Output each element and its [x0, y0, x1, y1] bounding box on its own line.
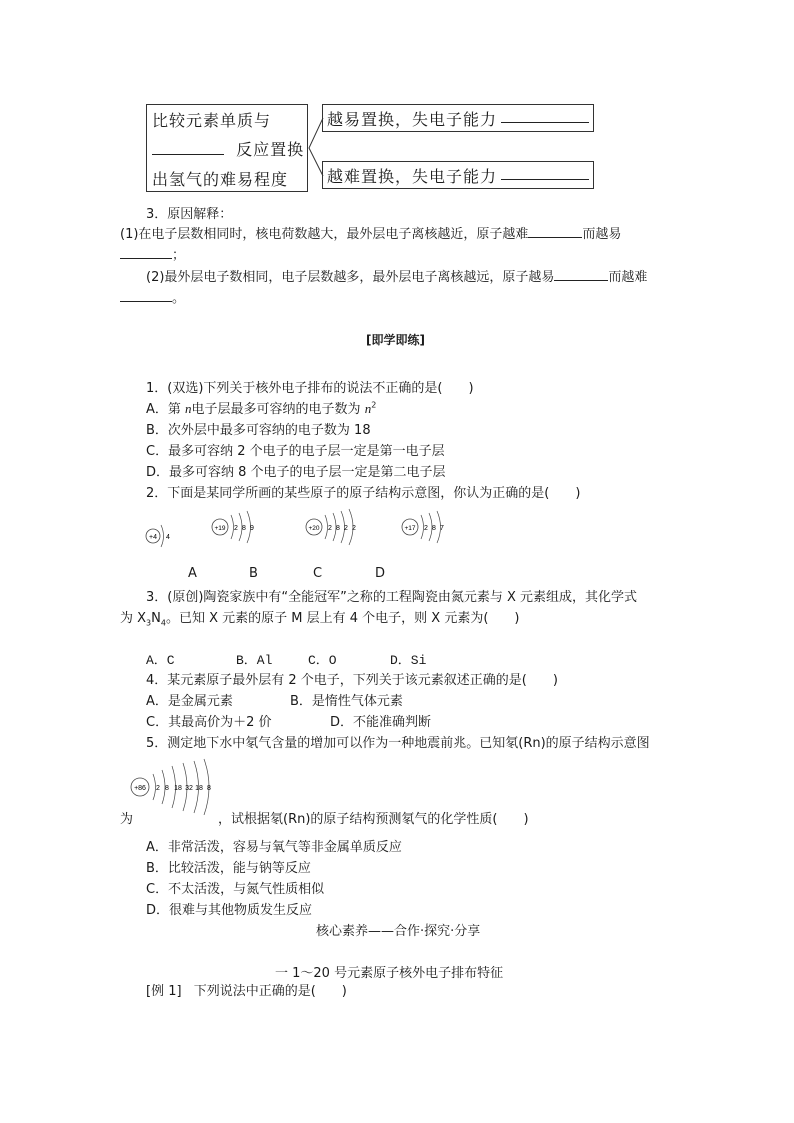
compare-upper-blank[interactable]	[501, 110, 589, 123]
reason-title: 3．原因解释：	[146, 207, 233, 222]
diagram-c-shell-4-count: 2	[352, 525, 356, 532]
q3-stem-line1: 3．(原创)陶瓷家族中有“全能冠军”之称的工程陶瓷由氮元素与 X 元素组成，其化学式	[146, 590, 638, 605]
example-text: 下列说法中正确的是( )	[193, 984, 347, 999]
q5-pre: 为	[120, 812, 134, 827]
rn-shell-4-count: 32	[185, 785, 193, 792]
q1-option-d: D．最多可容纳 8 个电子的电子层一定是第二电子层	[146, 465, 446, 480]
reason-p1-line1	[120, 223, 621, 242]
q3-option-b: B．Al	[236, 653, 273, 668]
q1-a-n: n	[185, 401, 192, 416]
q5-option-a: A．非常活泼，容易与氧气等非金属单质反应	[146, 840, 402, 855]
q1-option-b: B．次外层中最多可容纳的电子数为 18	[146, 423, 371, 438]
diagram-d	[402, 511, 444, 543]
reason-p2-blank2[interactable]	[120, 289, 172, 302]
q3-sub2: 4	[160, 618, 166, 628]
diagram-d-shell-1-count: 2	[424, 525, 428, 532]
q2-label-a: A	[188, 566, 197, 581]
q5-option-d: D．很难与其他物质发生反应	[146, 903, 313, 918]
diagram-c-shell-2-count: 8	[336, 525, 340, 532]
diagram-a	[146, 525, 170, 547]
example-label: [例 1]	[146, 984, 182, 999]
rn-shell-3-count: 18	[174, 785, 182, 792]
rn-nucleus-label: +86	[134, 785, 146, 792]
compare-line2-wrap	[152, 137, 304, 160]
brace-line	[309, 118, 323, 176]
reason-p2-mid: 而越难	[608, 270, 648, 285]
q4-stem: 4．某元素原子最外层有 2 个电子，下列关于该元素叙述正确的是( )	[146, 673, 558, 688]
q3-stem-line2	[120, 607, 519, 628]
q2-stem: 2．下面是某同学所画的某些原子的原子结构示意图，你认为正确的是( )	[146, 486, 581, 501]
q1-a-exp-base: n	[364, 401, 372, 416]
q2-label-d: D	[375, 566, 386, 581]
reason-p2-text: (2)最外层电子数相同，电子层数越多，最外层电子离核越远，原子越易	[146, 270, 555, 285]
diagram-c-nucleus-label: +20	[308, 525, 320, 532]
reason-p1-end: ；	[172, 248, 186, 263]
rn-shell-1-count: 2	[156, 785, 160, 792]
q1-option-c: C．最多可容纳 2 个电子的电子层一定是第一电子层	[146, 444, 445, 459]
diagram-b-nucleus-label: +19	[214, 525, 226, 532]
q3-option-c: C．O	[308, 653, 337, 668]
compare-lower-blank[interactable]	[501, 167, 589, 180]
q4-option-c: C．其最高价为＋2 价	[146, 715, 272, 730]
diagram-a-shell-1-count: 4	[166, 534, 170, 541]
reason-p1-blank1[interactable]	[528, 225, 582, 238]
q2-diagrams	[140, 505, 640, 565]
rn-shell-6-count: 8	[207, 785, 211, 792]
diagram-b-shell-3-count: 9	[250, 525, 254, 532]
q5-post: ，试根据氡(Rn)的原子结构预测氡气的化学性质( )	[218, 812, 529, 827]
compare-line1: 比较元素单质与	[152, 111, 272, 130]
q5-option-c: C．不太活泼，与氮气性质相似	[146, 882, 325, 897]
q3-option-d: D．Si	[390, 653, 427, 668]
q2-label-b: B	[249, 566, 258, 581]
rn-shell-5-count: 18	[195, 785, 203, 792]
reason-p1-mid: 而越易	[582, 227, 622, 242]
reason-p1-line2	[120, 244, 185, 263]
q5-stem-line1: 5．测定地下水中氡气含量的增加可以作为一种地震前兆。已知氡(Rn)的原子结构示意图	[146, 736, 650, 751]
compare-blank[interactable]	[152, 142, 224, 155]
reason-p2-blank1[interactable]	[554, 268, 608, 281]
q4-option-d: D．不能准确判断	[330, 715, 432, 730]
q1-a-post: 电子层最多可容纳的电子数为	[191, 402, 361, 417]
q4-option-a: A．是金属元素	[146, 694, 233, 709]
diagram-d-shell-2-count: 8	[432, 525, 436, 532]
compare-upper-box	[322, 104, 594, 132]
diagram-a-shell-1	[161, 525, 164, 547]
reason-p1-text: (1)在电子层数相同时，核电荷数越大，最外层电子离核越近，原子越难	[120, 227, 529, 242]
q1-stem: 1．(双选)下列关于核外电子排布的说法不正确的是( )	[146, 381, 474, 396]
q3-sub1: 3	[146, 618, 152, 628]
compare-left-box	[146, 104, 308, 192]
compare-lower-text: 越难置换，失电子能力	[327, 167, 498, 186]
diagram-c	[306, 509, 356, 545]
compare-line2: 反应置换	[236, 140, 305, 159]
reason-p2-line2	[120, 287, 185, 306]
diagram-b	[212, 511, 254, 543]
diagram-a-nucleus-label: +4	[149, 534, 157, 541]
q3-stem-post: 。已知 X 元素的原子 M 层上有 4 个电子，则 X 元素为( )	[165, 611, 520, 626]
example-1	[146, 980, 347, 999]
q1-option-a	[146, 398, 376, 417]
rn-shell-2-count: 8	[165, 785, 169, 792]
diagram-d-nucleus-label: +17	[404, 525, 416, 532]
diagram-c-shell-1-count: 2	[328, 525, 332, 532]
q1-a-pre: A．第	[146, 402, 181, 417]
compare-lower-box	[322, 161, 594, 189]
q3-stem-pre: 为 X	[120, 611, 147, 626]
compare-line3: 出氢气的难易程度	[152, 170, 289, 189]
q3-n: N	[151, 611, 161, 626]
diagram-b-shell-1-count: 2	[234, 525, 238, 532]
reason-p2-end: 。	[172, 291, 186, 306]
core-title: 核心素养——合作·探究·分享	[316, 924, 481, 939]
q5-option-b: B．比较活泼，能与钠等反应	[146, 861, 311, 876]
reason-p1-blank2[interactable]	[120, 246, 172, 259]
diagram-b-shell-2-count: 8	[242, 525, 246, 532]
diagram-d-shell-3-count: 7	[440, 525, 444, 532]
section-title: [即学即练]	[366, 333, 425, 347]
compare-upper-text: 越易置换，失电子能力	[327, 110, 498, 129]
q1-a-exp-sup: 2	[371, 400, 377, 410]
q2-label-c: C	[313, 566, 323, 581]
diagram-c-shell-3-count: 2	[344, 525, 348, 532]
q3-option-a: A．C	[146, 653, 175, 668]
topic-title: 一 1～20 号元素原子核外电子排布特征	[275, 966, 504, 981]
reason-p2-line1	[146, 266, 647, 285]
q5-rn-diagram	[128, 757, 218, 815]
q4-option-b: B．是惰性气体元素	[290, 694, 403, 709]
